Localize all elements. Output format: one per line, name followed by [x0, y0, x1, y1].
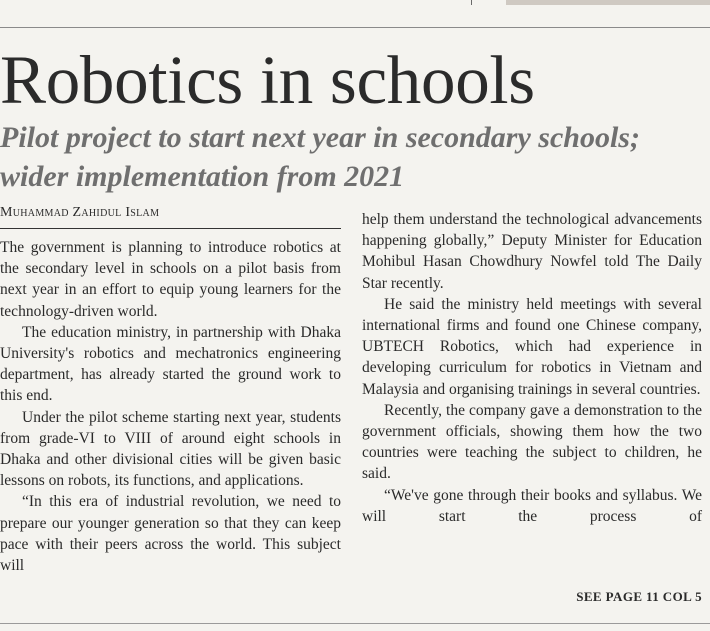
bottom-rule: [0, 623, 710, 624]
headline: Robotics in schools: [0, 42, 535, 118]
top-column-tick: [471, 0, 472, 5]
jump-line: SEE PAGE 11 COL 5: [576, 589, 702, 604]
paragraph-7: Recently, the company gave a demonstration to the government officials, showing them how the two countries were teaching the subject to children, he said.: [362, 401, 702, 483]
top-rule: [0, 27, 710, 28]
paragraph-1: The government is planning to introduce robotics at the secondary level in schools on a pilot basis from next year in an effort to equip young learners for the technology-driven world.: [0, 239, 341, 320]
paragraph-2: The education ministry, in partnership with Dhaka University's robotics and mechatronics engineering department, has already started the ground work to this end.: [0, 323, 341, 405]
paragraph-5: help them understand the technological advancements happening globally,” Deputy Minister for Education Mohibul Hasan Chowdhury Nowfel told The Daily Star recently.: [362, 211, 702, 292]
byline-rule: [0, 228, 341, 229]
paragraph-6: He said the ministry held meetings with several international firms and found one Chinese company, UBTECH Robotics, which had experience in developing curriculum for robotics in Vietnam and Malaysia and organising trainings in several countries.: [362, 295, 702, 398]
top-photo-edge: [506, 0, 710, 5]
paragraph-8: “We've gone through their books and syllabus. We will start the process of: [362, 486, 702, 525]
subheadline: Pilot project to start next year in secondary schools; wider implementation from 2021: [0, 121, 640, 193]
byline: Muhammad Zahidul Islam: [0, 205, 160, 220]
article-column-2: [362, 209, 702, 527]
paragraph-4: “In this era of industrial revolution, we need to prepare our younger generation so that they can keep pace with their peers across the world. This subject will: [0, 493, 341, 575]
article-column-1: [0, 237, 341, 576]
paragraph-3: Under the pilot scheme starting next year, students from grade-VI to VIII of around eight schools in Dhaka and other divisional cities will be given basic lessons on robots, its functions, and applications.: [0, 408, 341, 490]
